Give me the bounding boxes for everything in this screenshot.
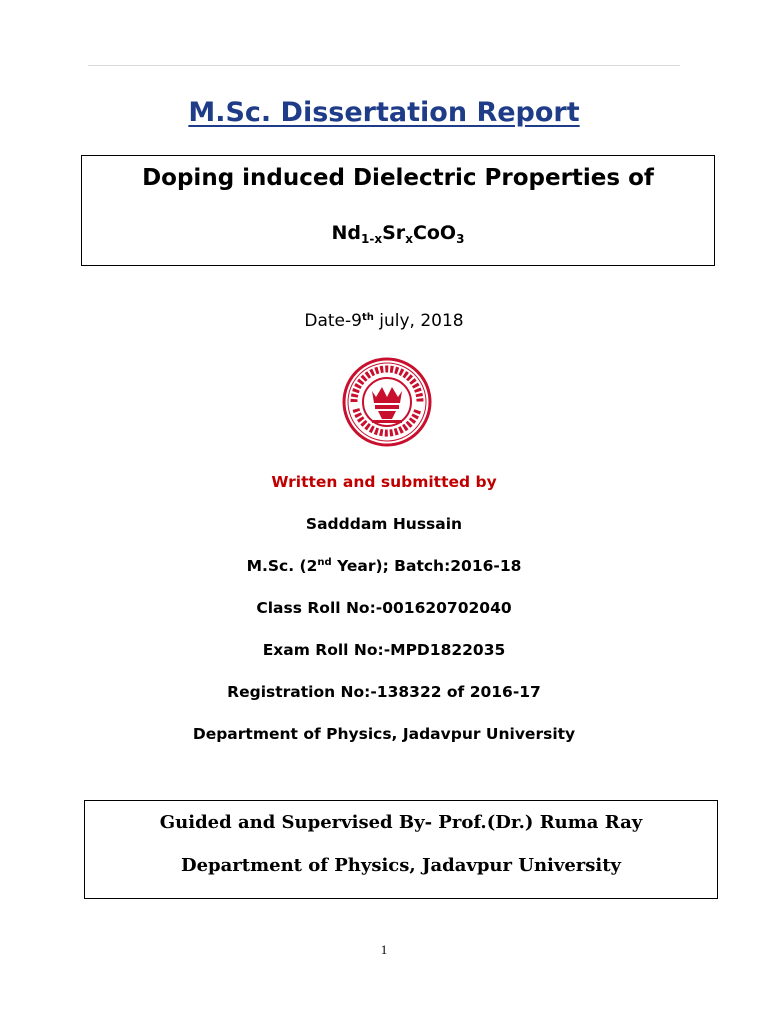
thesis-title: Doping induced Dielectric Properties of: [142, 165, 654, 191]
formula-sub-1: 1-x: [361, 232, 383, 246]
guide-line: Guided and Supervised By- Prof.(Dr.) Ruma Ray: [159, 812, 643, 833]
department: Department of Physics, Jadavpur University: [192, 725, 576, 743]
title-box: [81, 155, 715, 266]
date-line: [0, 311, 768, 331]
formula-part-coo: CoO: [412, 222, 457, 244]
page-number: 1: [380, 942, 388, 957]
chemical-formula: [82, 222, 714, 246]
course-suffix: Year); Batch:2016-18: [331, 557, 522, 575]
top-rule: [88, 65, 680, 66]
submission-heading: Written and submitted by: [271, 473, 497, 491]
date-sup: th: [361, 312, 374, 323]
course-line: [0, 557, 768, 575]
author-name: Sadddam Hussain: [305, 515, 463, 533]
formula-part-nd: Nd: [331, 222, 362, 244]
guide-box: [84, 800, 718, 899]
report-title: M.Sc. Dissertation Report: [188, 97, 580, 128]
course-sup: nd: [317, 557, 332, 568]
course-prefix: M.Sc. (2: [246, 557, 318, 575]
formula-part-sr: Sr: [382, 222, 406, 244]
formula-sub-2: x: [405, 232, 413, 246]
class-roll: Class Roll No:-001620702040: [256, 599, 512, 617]
guide-department: Department of Physics, Jadavpur University: [180, 855, 622, 876]
date-prefix: Date-9: [304, 311, 362, 331]
registration-number: Registration No:-138322 of 2016-17: [227, 683, 541, 701]
university-seal-icon: [342, 357, 432, 447]
formula-sub-3: 3: [456, 232, 465, 246]
date-suffix: july, 2018: [373, 311, 464, 331]
exam-roll: Exam Roll No:-MPD1822035: [262, 641, 506, 659]
